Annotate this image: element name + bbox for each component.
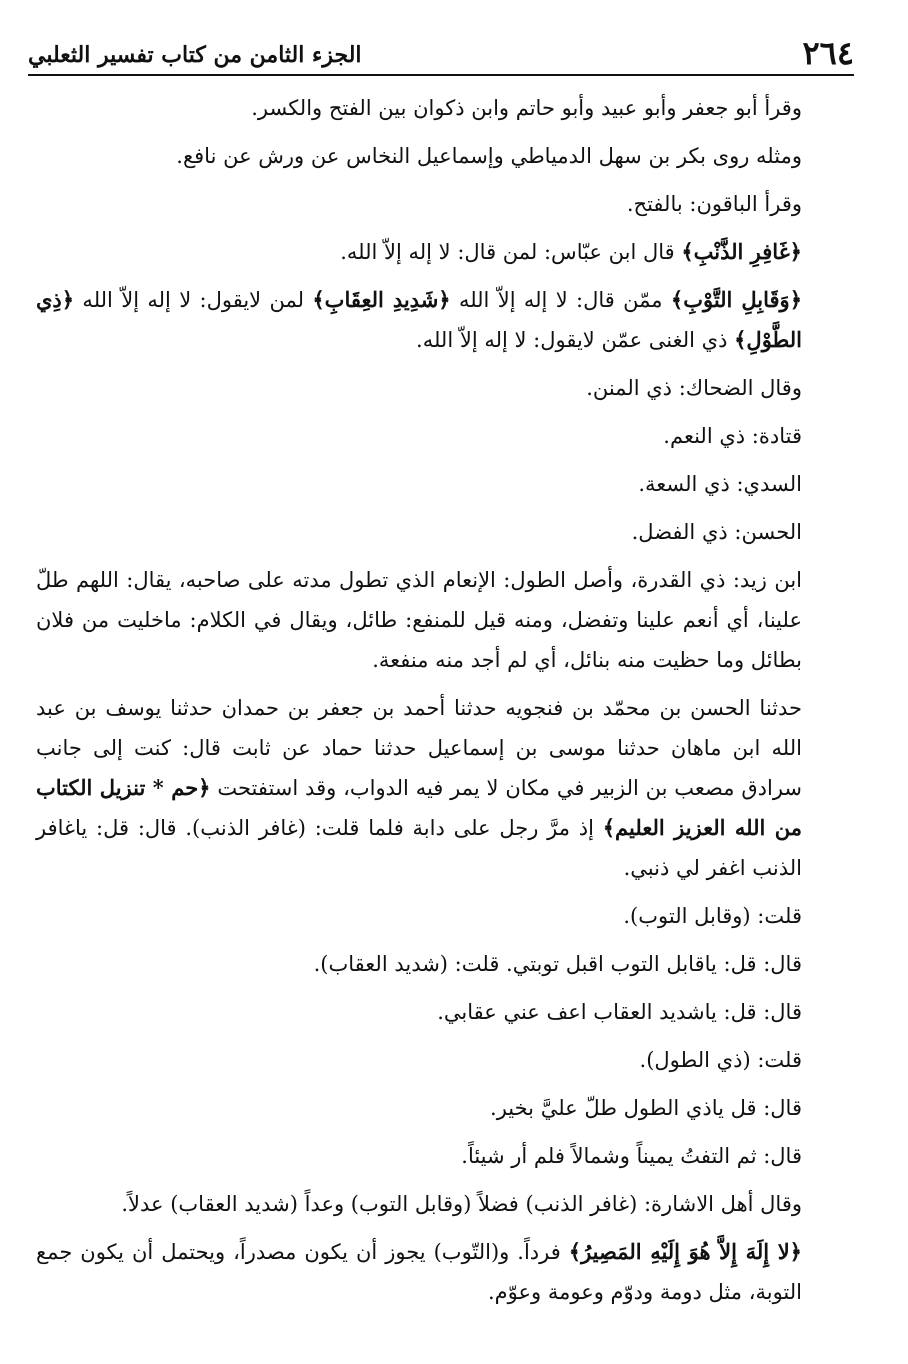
paragraph: قال: قل ياذي الطول طلّ عليَّ بخير. — [490, 1096, 802, 1120]
paragraph: الحسن: ذي الفضل. — [631, 520, 802, 544]
paragraph: ابن زيد: ذي القدرة، وأصل الطول: الإنعام الذي تطول مدته على صاحبه، يقال: اللهم طلّ علينا، أي أنعم علينا وتفضل، ومنه قيل للمنفع: طائل، ويقال في الكلام: ماخليت من فلان بطائل وما حظيت منه بنائل، أي لم أجد منه منفعة. — [36, 568, 802, 672]
running-title: الجزء الثامن من كتاب تفسير الثعلبي — [28, 42, 362, 68]
paragraph-text: ممّن قال: لا إله إلاّ الله — [450, 288, 671, 312]
paragraph: قال: ثم التفتُ يميناً وشمالاً فلم أر شيئاً. — [461, 1144, 802, 1168]
paragraph-text: إذ مرَّ رجل على دابة فلما قلت: (غافر الذنب). قال: قل: ياغافر الذنب اغفر لي ذنبي. — [36, 816, 802, 880]
paragraph: قتادة: ذي النعم. — [663, 424, 802, 448]
quran-quote: ﴿وَقَابِلِ التَّوْبِ﴾ — [670, 287, 802, 312]
paragraph-text: لمن لايقول: لا إله إلاّ الله — [74, 288, 313, 312]
quran-quote: ﴿غَافِرِ الذَّنْبِ﴾ — [681, 239, 802, 264]
paragraph: قال: قل: ياشديد العقاب اعف عني عقابي. — [437, 1000, 802, 1024]
paragraph — [36, 688, 852, 888]
paragraph: وقرأ الباقون: بالفتح. — [626, 192, 802, 216]
paragraph: وقال الضحاك: ذي المنن. — [586, 376, 802, 400]
paragraph — [36, 1232, 852, 1312]
page-header — [28, 28, 854, 76]
paragraph: وقال أهل الاشارة: (غافر الذنب) فضلاً (وقابل التوب) وعداً (شديد العقاب) عدلاً. — [121, 1192, 802, 1216]
paragraph — [36, 280, 852, 360]
page-body — [36, 88, 852, 1320]
paragraph: السدي: ذي السعة. — [638, 472, 802, 496]
paragraph: قال: قل: ياقابل التوب اقبل توبتي. قلت: (شديد العقاب). — [313, 952, 802, 976]
paragraph — [36, 232, 852, 272]
page-number: ٢٦٤ — [802, 34, 854, 72]
quran-quote: ﴿شَدِيدِ العِقَابِ﴾ — [312, 287, 451, 312]
quran-quote: ﴿حم * تنزيل الكتاب من الله العزيز العليم﴾ — [36, 775, 802, 840]
paragraph: قلت: (وقابل التوب). — [623, 904, 802, 928]
paragraph-text: حدثنا الحسن بن محمّد بن فنجويه حدثنا أحمد بن جعفر بن حمدان حدثنا يوسف بن عبد الله ابن ماهان حدثنا موسى بن إسماعيل حدثنا حماد عن ثابت قال: كنت إلى جانب سرادق مصعب بن الزبير في مكان لا يمر فيه الدواب، وقد استفتحت — [36, 696, 803, 800]
paragraph-text: ذي الغنى عمّن لايقول: لا إله إلاّ الله. — [416, 328, 735, 352]
paragraph: ومثله روى بكر بن سهل الدمياطي وإسماعيل النخاس عن ورش عن نافع. — [176, 144, 802, 168]
paragraph-text: فرداً. و(التّوب) يجوز أن يكون مصدراً، ويحتمل أن يكون جمع التوبة، مثل دومة ودوّم وعومة وعوّم. — [36, 1240, 802, 1304]
paragraph: وقرأ أبو جعفر وأبو عبيد وأبو حاتم وابن ذكوان بين الفتح والكسر. — [251, 96, 802, 120]
paragraph-text: قال ابن عبّاس: لمن قال: لا إله إلاّ الله. — [340, 240, 682, 264]
paragraph: قلت: (ذي الطول). — [639, 1048, 802, 1072]
quran-quote: ﴿ذِي الطَّوْلِ﴾ — [36, 287, 802, 352]
quran-quote: ﴿لا إِلَهَ إِلاَّ هُوَ إِلَيْهِ المَصِيرُ﴾ — [568, 1239, 802, 1264]
